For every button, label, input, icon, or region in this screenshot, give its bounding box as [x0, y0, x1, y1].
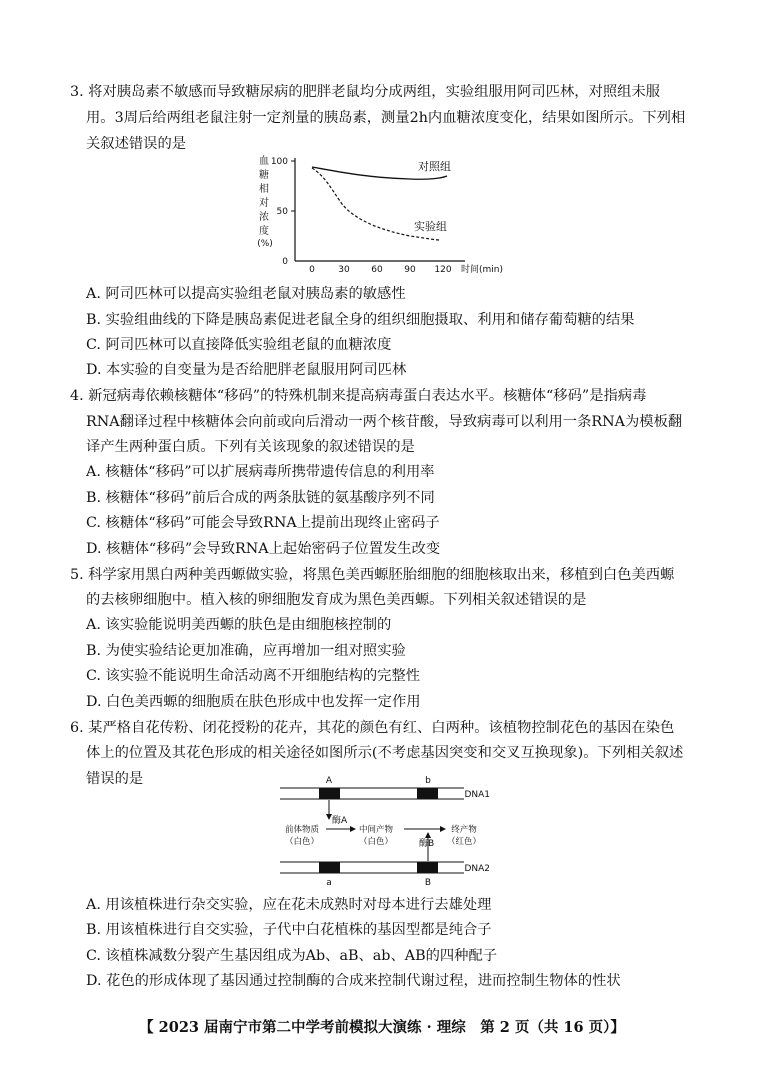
q4-option-c: C. 核糖体“移码”可能会导致RNA上提前出现终止密码子 — [86, 515, 440, 531]
precursor-label: 前体物质 — [284, 825, 320, 835]
x-tick-label: 120 — [434, 265, 452, 275]
q3-option-b: B. 实验组曲线的下降是胰岛素促进老鼠全身的组织细胞摄取、利用和储存葡萄糖的结果 — [86, 312, 635, 328]
chart-ylabel-char: 浓 — [259, 212, 269, 223]
y-tick-label: 50 — [276, 207, 288, 217]
gene-label-B: B — [424, 878, 432, 888]
chart-ylabel-char: 糖 — [259, 170, 269, 181]
x-tick-label: 60 — [371, 265, 383, 275]
q3-stem-line2: 用。3周后给两组老鼠注射一定剂量的胰岛素，测量2h内血糖浓度变化，结果如图所示。下列相 — [86, 110, 686, 126]
arrowhead — [440, 826, 446, 832]
gene-label-b: b — [425, 776, 431, 786]
x-tick-label: 90 — [404, 265, 416, 275]
experiment-series-label: 实验组 — [414, 220, 447, 233]
intermediate-color-label: （白色） — [358, 837, 394, 847]
q6-option-a: A. 用该植株进行杂交实验，应在花未成熟时对母本进行去雄处理 — [86, 897, 492, 913]
q3-option-c: C. 阿司匹林可以直接降低实验组老鼠的血糖浓度 — [86, 337, 392, 353]
dna1-label: DNA1 — [464, 790, 490, 800]
gene-label-A: A — [325, 776, 333, 786]
final-product-label: 终产物 — [451, 825, 477, 835]
gene-b-block-dna1 — [417, 788, 438, 799]
chart-ylabel-char: 度 — [259, 226, 269, 237]
q5-option-c: C. 该实验不能说明生命活动离不开细胞结构的完整性 — [86, 668, 421, 684]
arrowhead — [350, 826, 356, 832]
q6-option-c: C. 该植株减数分裂产生基因组成为Ab、aB、ab、AB的四种配子 — [86, 948, 498, 964]
q3-blood-glucose-chart — [250, 150, 520, 278]
q6-stem-line2: 体上的位置及其花色形成的相关途径如图所示(不考虑基因突变和交叉互换现象)。下列相关叙述 — [86, 745, 684, 761]
chart-ylabel-char: 血 — [259, 156, 269, 167]
gene-b-block-dna2 — [417, 862, 438, 873]
intermediate-label: 中间产物 — [358, 825, 394, 835]
q5-stem-line2: 的去核卵细胞中。植入核的卵细胞发育成为黑色美西螈。下列相关叙述错误的是 — [86, 592, 587, 608]
q5-option-d: D. 白色美西螈的细胞质在肤色形成中也发挥一定作用 — [86, 694, 421, 710]
final-product-color-label: （红色） — [446, 837, 482, 847]
gene-a-block-dna1 — [319, 788, 340, 799]
q4-stem-line2: RNA翻译过程中核糖体会向前或向后滑动一两个核苷酸，导致病毒可以利用一条RNA为模板翻 — [86, 414, 683, 430]
gene-a-block-dna2 — [319, 862, 340, 873]
q5-stem-line1: 5. 科学家用黑白两种美西螈做实验，将黑色美西螈胚胎细胞的细胞核取出来，移植到白色美西螈 — [70, 567, 675, 583]
y-tick-label: 100 — [270, 157, 288, 167]
q6-option-d: D. 花色的形成体现了基因通过控制酶的合成来控制代谢过程，进而控制生物体的性状 — [86, 973, 621, 989]
y-tick-label: 0 — [282, 257, 288, 267]
chart-ylabel-char: 相 — [259, 184, 269, 195]
q3-stem-line1: 3. 将对胰岛素不敏感而导致糖尿病的肥胖老鼠均分成两组，实验组服用阿司匹林，对照组未服 — [70, 84, 661, 100]
dna2-label: DNA2 — [464, 864, 490, 874]
q6-stem-line3: 错误的是 — [86, 771, 144, 787]
q5-option-a: A. 该实验能说明美西螈的肤色是由细胞核控制的 — [86, 617, 392, 633]
q6-stem-line1: 6. 某严格自花传粉、闭花授粉的花卉，其花的颜色有红、白两种。该植物控制花色的基因在染色 — [70, 720, 675, 736]
control-series-label: 对照组 — [418, 160, 451, 173]
x-axis-label: 时间(min) — [461, 265, 503, 275]
page-footer: 【 2023 届南宁市第二中学考前模拟大演练 · 理综 第 2 页（共 16 页）】 — [139, 1019, 625, 1036]
q3-option-d: D. 本实验的自变量为是否给肥胖老鼠服用阿司匹林 — [86, 362, 407, 378]
enzyme-a-label: 酶A — [332, 816, 348, 826]
q3-stem-line3: 关叙述错误的是 — [86, 136, 187, 152]
enzyme-b-arrowhead — [425, 832, 431, 838]
gene-label-a: a — [326, 878, 332, 888]
q6-gene-pathway-diagram — [278, 770, 494, 890]
chart-ylabel-char: 对 — [259, 198, 269, 209]
q4-option-d: D. 核糖体“移码”会导致RNA上起始密码子位置发生改变 — [86, 541, 441, 557]
precursor-color-label: （白色） — [284, 837, 320, 847]
q6-option-b: B. 用该植株进行自交实验，子代中白花植株的基因型都是纯合子 — [86, 922, 492, 938]
enzyme-b-label: 酶B — [419, 839, 435, 849]
q3-option-a: A. 阿司匹林可以提高实验组老鼠对胰岛素的敏感性 — [86, 286, 406, 302]
x-tick-label: 30 — [338, 265, 350, 275]
q4-stem-line3: 译产生两种蛋白质。下列有关该现象的叙述错误的是 — [86, 439, 415, 455]
x-tick-label: 0 — [309, 265, 315, 275]
q4-stem-line1: 4. 新冠病毒依赖核糖体“移码”的特殊机制来提高病毒蛋白表达水平。核糖体“移码”是指病毒 — [70, 388, 647, 404]
q4-option-b: B. 核糖体“移码”前后合成的两条肽链的氨基酸序列不同 — [86, 490, 435, 506]
q5-option-b: B. 为使实验结论更加准确，应再增加一组对照实验 — [86, 643, 406, 659]
q4-option-a: A. 核糖体“移码”可以扩展病毒所携带遗传信息的利用率 — [86, 464, 435, 480]
chart-ylabel-char: (%) — [257, 239, 273, 249]
